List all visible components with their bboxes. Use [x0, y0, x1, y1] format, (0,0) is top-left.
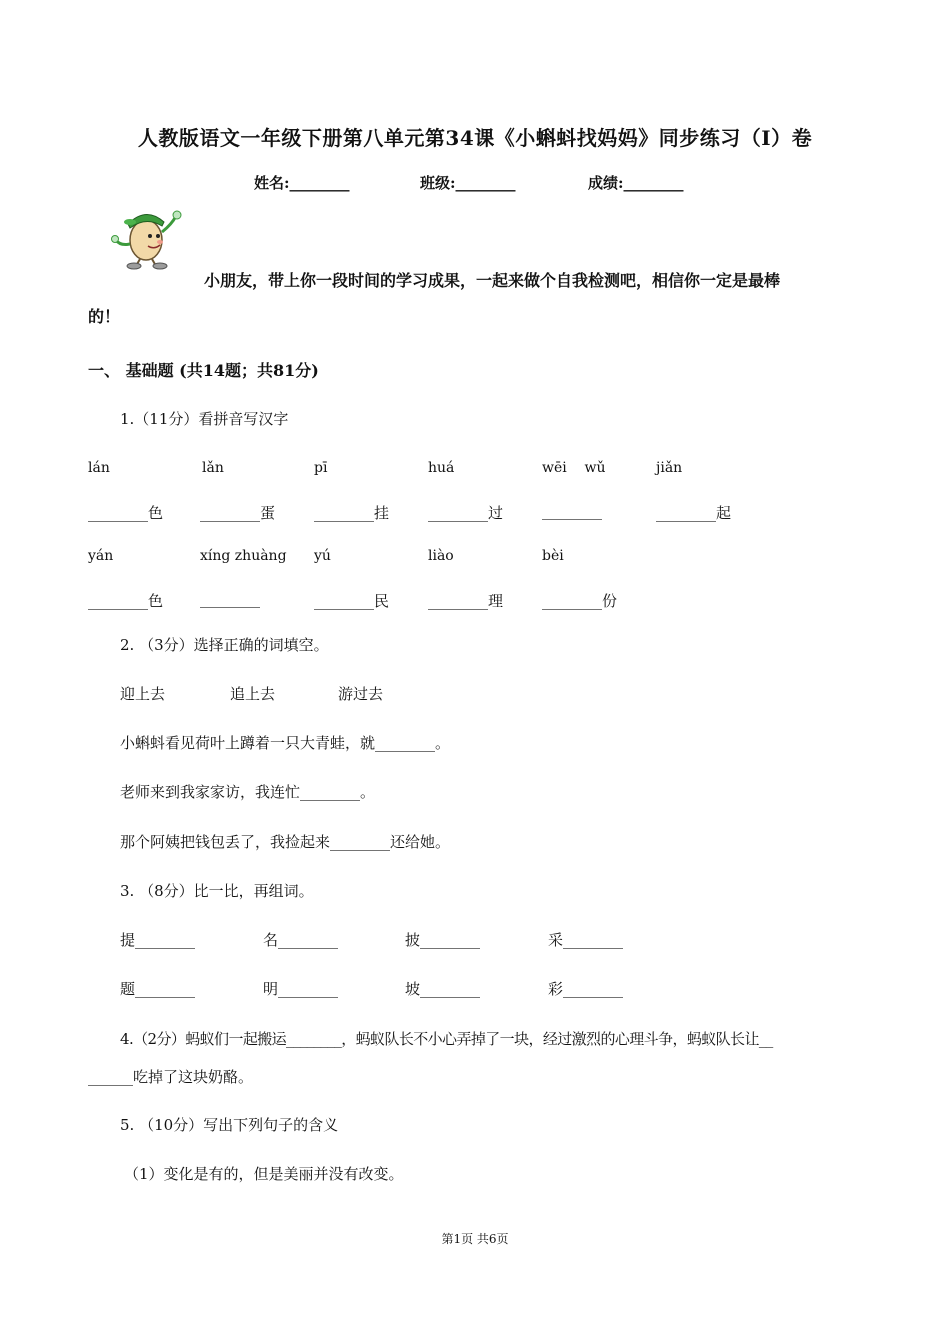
q1-answer-blank[interactable]: ________色: [88, 504, 164, 522]
page-title: 人教版语文一年级下册第八单元第34课《小蝌蚪找妈妈》同步练习（I）卷: [137, 126, 813, 150]
q4-line-1: 4.（2分）蚂蚁们一起搬运________，蚂蚁队长不小心弄掉了一块，经过激烈的心理斗争，蚂蚁队长让__: [120, 1030, 773, 1048]
q3-word-blank[interactable]: 名________: [263, 931, 339, 949]
q1-pinyin: yú: [314, 548, 331, 564]
section-heading-basic: 一、 基础题 (共14题；共81分): [88, 361, 319, 380]
q1-pinyin: pī: [314, 460, 328, 476]
q3-word-blank[interactable]: 采________: [548, 931, 624, 949]
q2-option: 游过去: [338, 685, 384, 703]
intro-line-1: 小朋友，带上你一段时间的学习成果，一起来做个自我检测吧，相信你一定是最棒: [204, 271, 781, 290]
q3-word-blank[interactable]: 坡________: [405, 980, 481, 998]
q1-pinyin: jiǎn: [656, 460, 683, 476]
q3-word-blank[interactable]: 彩________: [548, 980, 624, 998]
q1-answer-blank[interactable]: ________理: [428, 592, 504, 610]
q2-sentence-1: 小蝌蚪看见荷叶上蹲着一只大青蛙，就________。: [120, 734, 451, 752]
q3-word-blank[interactable]: 题________: [120, 980, 196, 998]
q1-pinyin: bèi: [542, 548, 564, 564]
q1-pinyin: lǎn: [202, 460, 224, 476]
q3-title: 3. （8分）比一比，再组词。: [120, 882, 314, 900]
q3-word-blank[interactable]: 披________: [405, 931, 481, 949]
score-field: 成绩:________: [588, 174, 684, 192]
q1-answer-blank[interactable]: ________民: [314, 592, 390, 610]
q4-line-2: ______吃掉了这块奶酪。: [88, 1068, 254, 1086]
q2-title: 2. （3分）选择正确的词填空。: [120, 636, 329, 654]
q1-pinyin: huá: [428, 460, 455, 476]
q1-answer-blank[interactable]: ________色: [88, 592, 164, 610]
q1-answer-blank[interactable]: ________过: [428, 504, 504, 522]
q1-answer-blank[interactable]: ________挂: [314, 504, 390, 522]
q2-sentence-3: 那个阿姨把钱包丢了，我捡起来________还给她。: [120, 833, 451, 851]
q1-title: 1.（11分）看拼音写汉字: [120, 410, 289, 428]
q1-answer-blank[interactable]: ________起: [656, 504, 732, 522]
name-field: 姓名:________: [254, 174, 350, 192]
intro-line-2: 的！: [88, 307, 121, 326]
q1-pinyin: liào: [428, 548, 454, 564]
q2-option: 追上去: [230, 685, 276, 703]
q1-answer-blank[interactable]: ________份: [542, 592, 618, 610]
q2-sentence-2: 老师来到我家家访，我连忙________。: [120, 783, 376, 801]
q1-pinyin: xíng zhuàng: [200, 548, 287, 564]
q1-answer-blank[interactable]: ________蛋: [200, 504, 276, 522]
q1-pinyin: yán: [88, 548, 114, 564]
q1-pinyin: wēi wǔ: [542, 460, 606, 476]
class-field: 班级:________: [420, 174, 516, 192]
q3-word-blank[interactable]: 提________: [120, 931, 196, 949]
q5-sub-question-1: （1）变化是有的，但是美丽并没有改变。: [124, 1165, 404, 1183]
q1-pinyin: lán: [88, 460, 110, 476]
q3-word-blank[interactable]: 明________: [263, 980, 339, 998]
q1-answer-blank[interactable]: ________: [542, 502, 602, 520]
q2-option: 迎上去: [120, 685, 166, 703]
mascot-image: [106, 204, 186, 270]
q1-answer-blank[interactable]: ________: [200, 590, 260, 608]
q5-title: 5. （10分）写出下列句子的含义: [120, 1116, 339, 1134]
page-footer: 第1页 共6页: [441, 1232, 509, 1246]
